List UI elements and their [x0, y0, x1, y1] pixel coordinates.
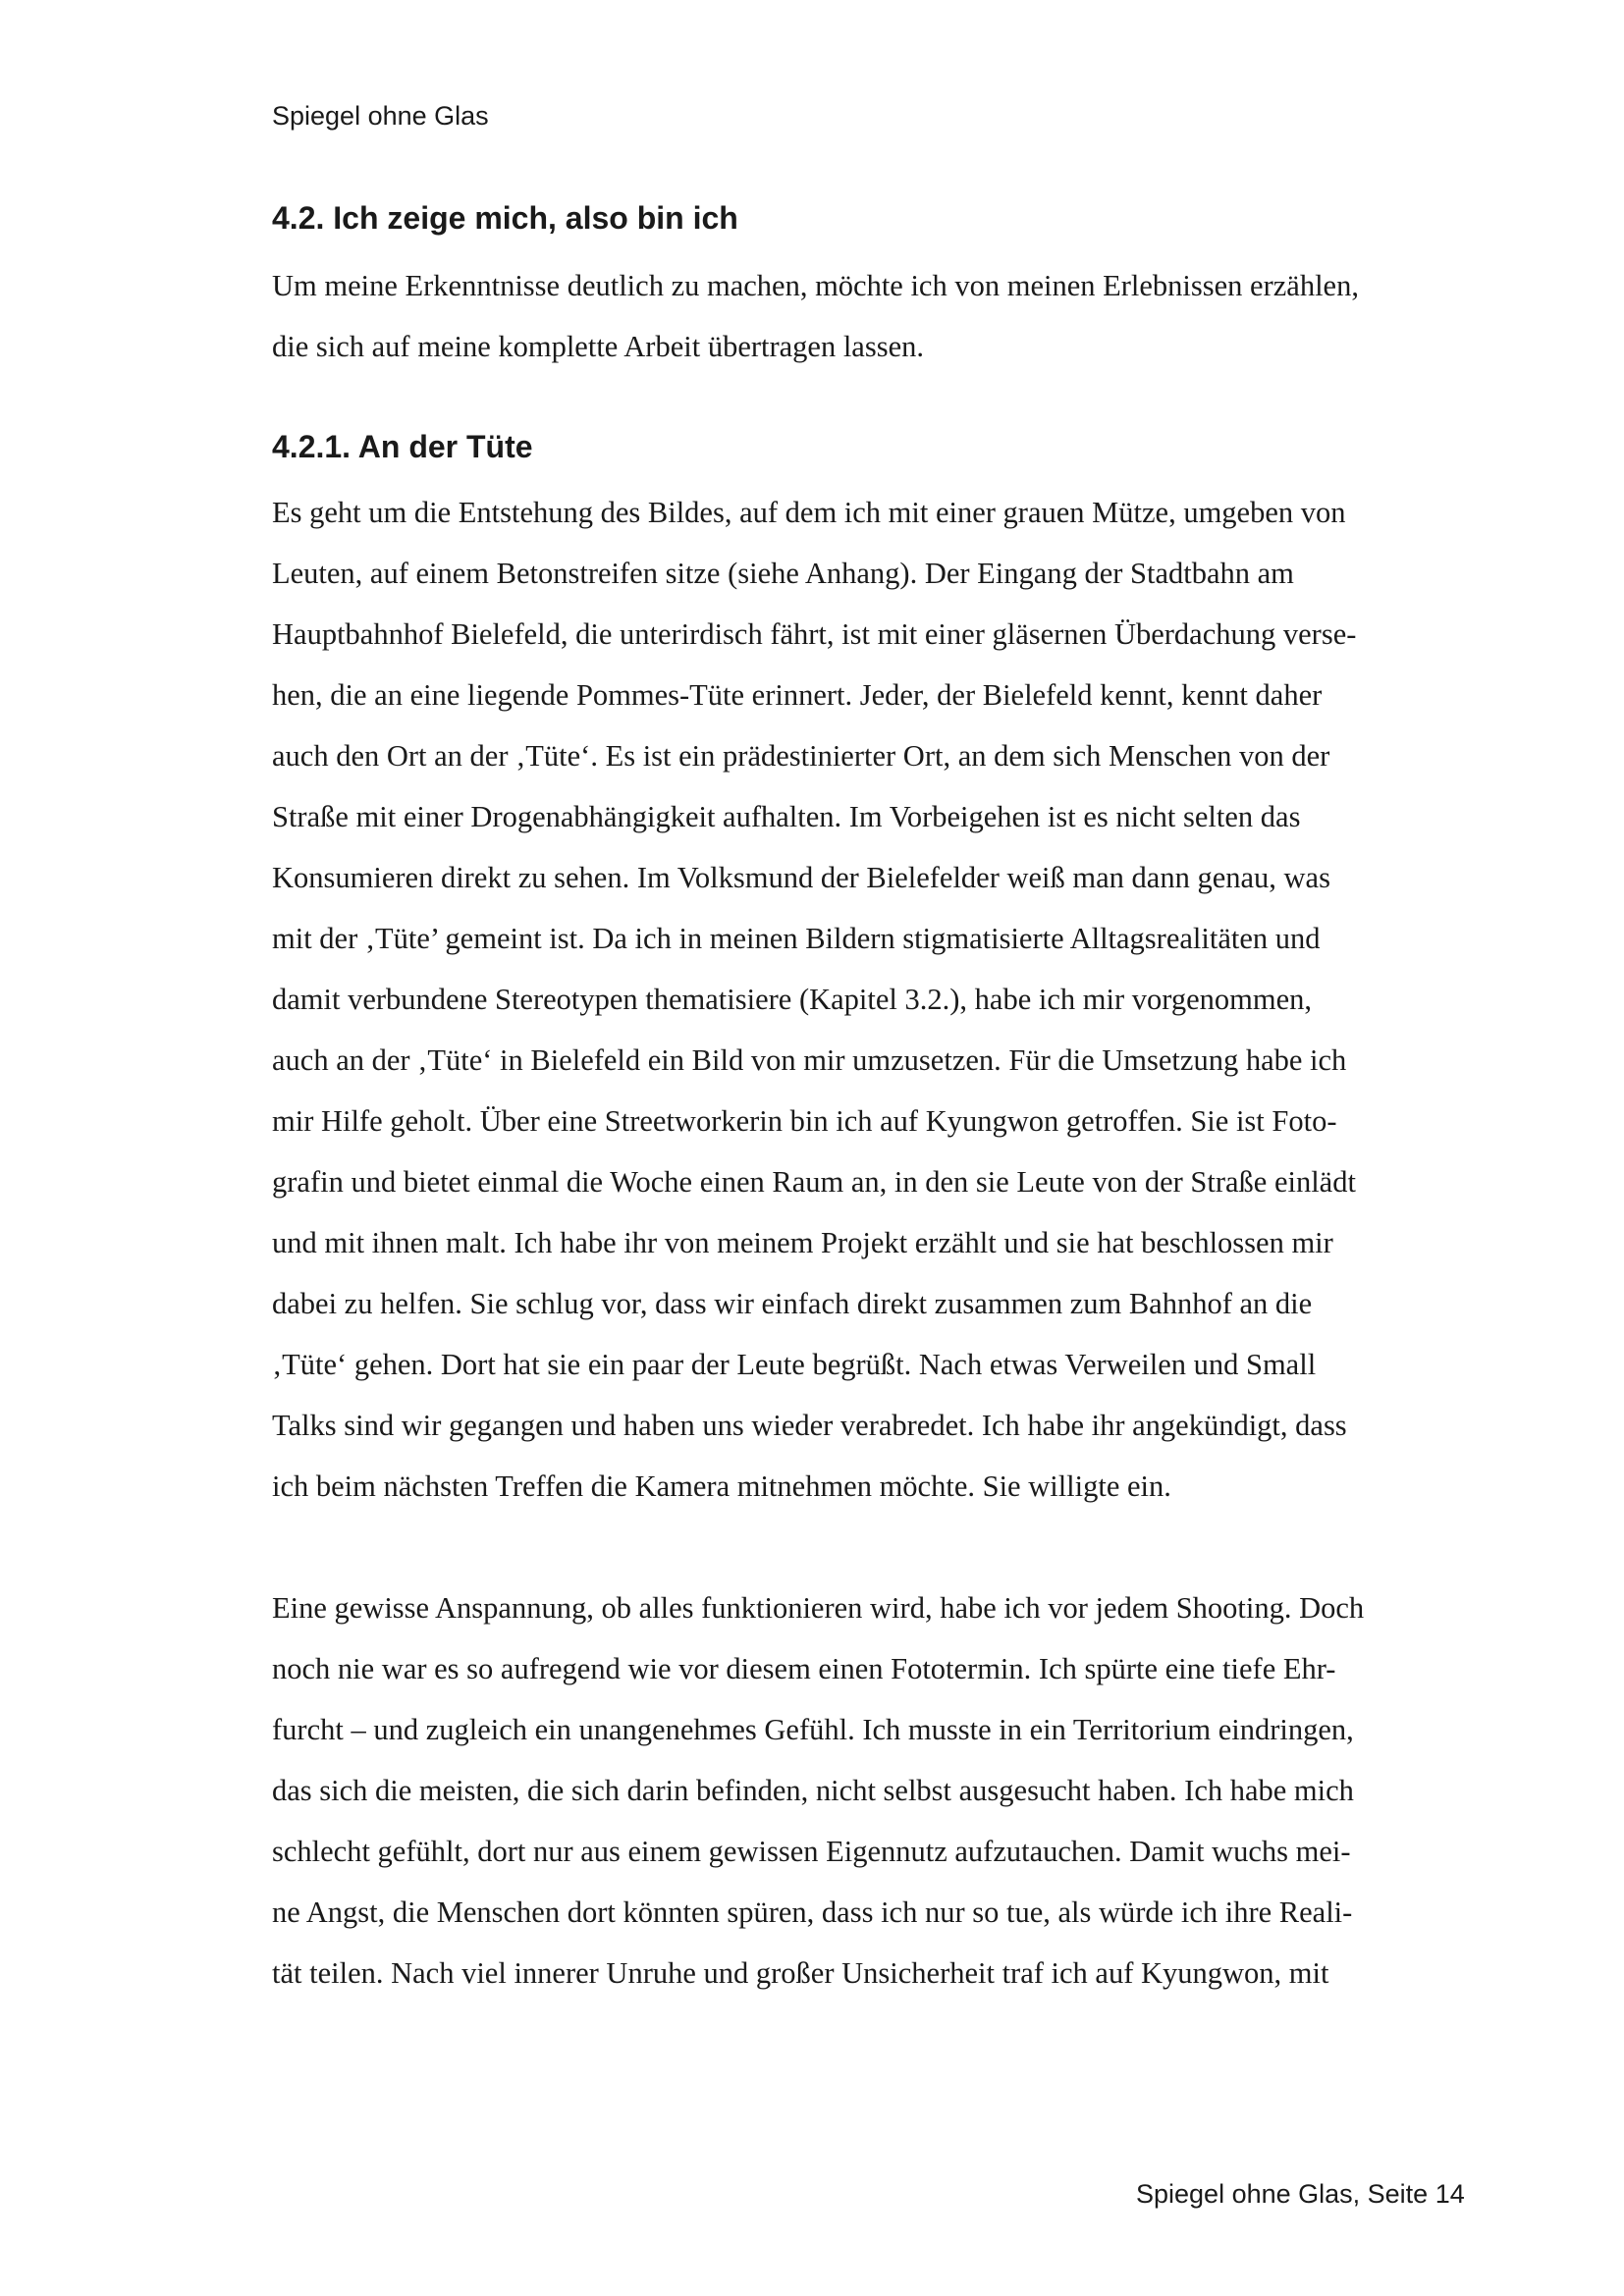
text-line: ich beim nächsten Treffen die Kamera mitnehmen möchte. Sie willigte ein. — [272, 1469, 1171, 1503]
section-heading-4-2: 4.2. Ich zeige mich, also bin ich — [272, 200, 738, 236]
page-footer: Spiegel ohne Glas, Seite 14 — [1136, 2179, 1465, 2209]
text-line: noch nie war es so aufregend wie vor diesem einen Fototermin. Ich spürte eine tiefe Ehr- — [272, 1652, 1336, 1685]
text-line: und mit ihnen malt. Ich habe ihr von meinem Projekt erzählt und sie hat beschlossen mir — [272, 1226, 1333, 1259]
text-line: hen, die an eine liegende Pommes-Tüte erinnert. Jeder, der Bielefeld kennt, kennt daher — [272, 678, 1323, 712]
text-line: grafin und bietet einmal die Woche einen Raum an, in den sie Leute von der Straße einlädt — [272, 1165, 1356, 1199]
main-paragraph — [272, 482, 1475, 1517]
section-heading-4-2-1: 4.2.1. An der Tüte — [272, 429, 533, 464]
text-line: Straße mit einer Drogenabhängigkeit aufhalten. Im Vorbeigehen ist es nicht selten das — [272, 800, 1301, 833]
text-line: Eine gewisse Anspannung, ob alles funktionieren wird, habe ich vor jedem Shooting. Doch — [272, 1591, 1365, 1625]
text-line: damit verbundene Stereotypen thematisiere (Kapitel 3.2.), habe ich mir vorgenommen, — [272, 983, 1312, 1016]
text-line: mir Hilfe geholt. Über eine Streetworkerin bin ich auf Kyungwon getroffen. Sie ist Foto- — [272, 1104, 1337, 1138]
running-header: Spiegel ohne Glas — [272, 101, 489, 131]
text-line: ‚Tüte‘ gehen. Dort hat sie ein paar der Leute begrüßt. Nach etwas Verweilen und Small — [272, 1348, 1317, 1381]
text-line: das sich die meisten, die sich darin befinden, nicht selbst ausgesucht haben. Ich habe mich — [272, 1774, 1354, 1807]
text-line: ne Angst, die Menschen dort könnten spüren, dass ich nur so tue, als würde ich ihre Reali- — [272, 1896, 1353, 1929]
text-line: Talks sind wir gegangen und haben uns wieder verabredet. Ich habe ihr angekündigt, dass — [272, 1409, 1347, 1442]
page-content — [272, 196, 1475, 2003]
text-line: tät teilen. Nach viel innerer Unruhe und großer Unsicherheit traf ich auf Kyungwon, mit — [272, 1956, 1329, 1990]
text-line: auch den Ort an der ‚Tüte‘. Es ist ein prädestinierter Ort, an dem sich Menschen von der — [272, 739, 1330, 773]
text-line: Leuten, auf einem Betonstreifen sitze (siehe Anhang). Der Eingang der Stadtbahn am — [272, 557, 1294, 590]
text-line: Es geht um die Entstehung des Bildes, auf dem ich mit einer grauen Mütze, umgeben von — [272, 496, 1346, 529]
text-line: furcht – und zugleich ein unangenehmes Gefühl. Ich musste in ein Territorium eindringen, — [272, 1713, 1354, 1746]
intro-paragraph — [272, 255, 1475, 377]
text-line: mit der ‚Tüte’ gemeint ist. Da ich in meinen Bildern stigmatisierte Alltagsrealitäten und — [272, 922, 1321, 955]
text-line: dabei zu helfen. Sie schlug vor, dass wir einfach direkt zusammen zum Bahnhof an die — [272, 1287, 1313, 1320]
text-line: Konsumieren direkt zu sehen. Im Volksmund der Bielefelder weiß man dann genau, was — [272, 861, 1330, 894]
text-line: Um meine Erkenntnisse deutlich zu machen, möchte ich von meinen Erlebnissen erzählen, — [272, 269, 1359, 302]
continuation-paragraph — [272, 1577, 1475, 2003]
text-line: schlecht gefühlt, dort nur aus einem gewissen Eigennutz aufzutauchen. Damit wuchs mei- — [272, 1835, 1351, 1868]
text-line: die sich auf meine komplette Arbeit übertragen lassen. — [272, 330, 925, 363]
text-line: auch an der ‚Tüte‘ in Bielefeld ein Bild von mir umzusetzen. Für die Umsetzung habe ich — [272, 1043, 1347, 1077]
text-line: Hauptbahnhof Bielefeld, die unterirdisch fährt, ist mit einer gläsernen Überdachung verse- — [272, 617, 1357, 651]
